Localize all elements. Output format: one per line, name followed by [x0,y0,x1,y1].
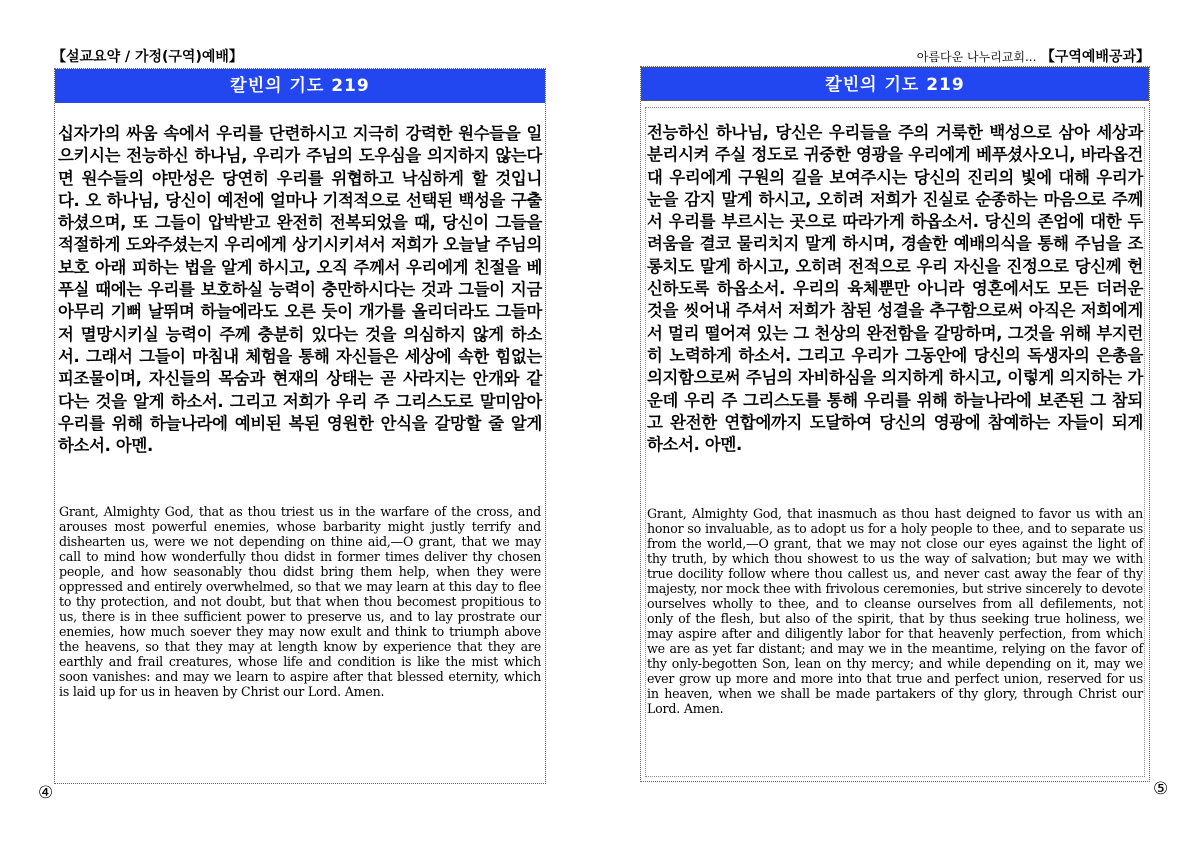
header-church-name: 아름다운 나누리교회... [916,50,1037,64]
left-english-prayer: Grant, Almighty God, that as thou triest us in the warfare of the cross, and arouses most powerful enemies, whose barbarity might justly terrify and dishearten us, were we not depending on thine aid,—O grant, that we may call to mind how wonderfully thou didst in former times deliver thy chosen people, and how seasonably thou didst bring them help, when they were oppressed and entirely overwhelmed, so that we may learn at this day to flee to thy protection, and not doubt, but that when thou becomest propitious to us, there is in thee sufficient power to preserve us, and to lay prostrate our enemies, how much soever they may now exult and think to triumph above the heavens, so that they may at length know by experience that they are earthly and frail creatures, whose life and condition is like the mist which soon vanishes: and may we learn to aspire after that blessed eternity, which is laid up for us in heaven by Christ our Lord. Amen. [59,504,541,699]
right-page [640,66,1150,782]
right-korean-prayer: 전능하신 하나님, 당신은 우리들을 주의 거룩한 백성으로 삼아 세상과 분리시켜 주실 정도로 귀중한 영광을 우리에게 베푸셨사오니, 바라옵건대 우리에게 구원의 길을 보여주시는 당신의 진리의 빛에 대해 우리가 눈을 감지 말게 하시고, 오히려 저희가 진실로 순종하는 마음으로 주께서 우리를 부르시는 곳으로 따라가게 하옵소서. 당신의 존엄에 대한 두려움을 결코 물리치지 말게 하시며, 경솔한 예배의식을 통해 주님을 조롱치도 말게 하시고, 오히려 전적으로 우리 자신을 진정으로 당신께 헌신하도록 하옵소서. 우리의 육체뿐만 아니라 영혼에서도 모든 더러운 것을 씻어내 주셔서 저희가 참된 성결을 추구함으로써 아직은 저희에게서 멀리 떨어져 있는 그 천상의 완전함을 갈망하며, 그것을 위해 부지런히 노력하게 하소서. 그리고 우리가 그동안에 당신의 독생자의 은총을 의지함으로써 주님의 자비하심을 의지하게 하시고, 이렇게 의지하는 가운데 우리 주 그리스도를 통해 우리를 위해 하늘나라에 보존된 그 참되고 완전한 연합에까지 도달하여 당신의 영광에 참예하는 자들이 되게 하소서. 아멘. [647,123,1143,455]
right-page-title: 칼빈의 기도 219 [641,67,1149,101]
header-left-title: 【설교요약 / 가정(구역)예배】 [52,49,243,65]
right-page-number: ⑤ [1153,779,1169,799]
left-korean-prayer: 십자가의 싸움 속에서 우리를 단련하시고 지극히 강력한 원수들을 일으키시는 전능하신 하나님, 우리가 주님의 도우심을 의지하지 않는다면 원수들의 야만성은 당연히 우리를 위협하고 낙심하게 할 것입니다. 오 하나님, 당신이 예전에 얼마나 기적적으로 선택된 백성을 구출하셨으며, 또 그들이 압박받고 완전히 전복되었을 때, 당신이 그들을 적절하게 도와주셨는지 우리에게 상기시키셔서 저희가 오늘날 주님의 보호 아래 피하는 법을 알게 하시고, 오직 주께서 우리에게 친절을 베푸실 때에는 우리를 보호하실 능력이 충만하시다는 것과 그들이 지금 아무리 기뻐 날뛰며 하늘에라도 오른 듯이 개가를 올리더라도 그들마저 멸망시키실 능력이 주께 충분히 있다는 것을 의심하지 않게 하소서. 그래서 그들이 마침내 체험을 통해 자신들은 세상에 속한 힘없는 피조물이며, 자신들의 목숨과 현재의 상태는 곧 사라지는 안개와 같다는 것을 알게 하소서. 그리고 저희가 우리 주 그리스도로 말미암아 우리를 위해 하늘나라에 예비된 복된 영원한 안식을 갈망할 줄 알게 하소서. 아멘. [58,124,542,456]
right-english-prayer: Grant, Almighty God, that inasmuch as thou hast deigned to favor us with an honor so invaluable, as to adopt us for a holy people to thee, and to separate us from the world,—O grant, that we may not close our eyes against the light of thy truth, by which thou showest to us the way of salvation; but may we with true docility follow where thou callest us, and never cast away the fear of thy majesty, nor mock thee with frivolous ceremonies, but strive sincerely to devote ourselves wholly to thee, and to cleanse ourselves from all defilements, not only of the flesh, but also of the spirit, that by thus seeking true holiness, we may aspire after and diligently labor for that heavenly perfection, from which we are as yet far distant; and may we in the meantime, relying on the favor of thy only-begotten Son, lean on thy mercy; and while depending on it, may we ever grow up more and more into that true and perfect union, reserved for us in heaven, when we shall be made partakers of thy glory, through Christ our Lord. Amen. [647,506,1143,716]
header-section-tag: 【구역예배공과】 [1040,49,1150,65]
left-page-title: 칼빈의 기도 219 [55,69,545,103]
left-page-number: ④ [38,783,54,803]
left-page [54,68,546,784]
header-right [917,46,1150,66]
